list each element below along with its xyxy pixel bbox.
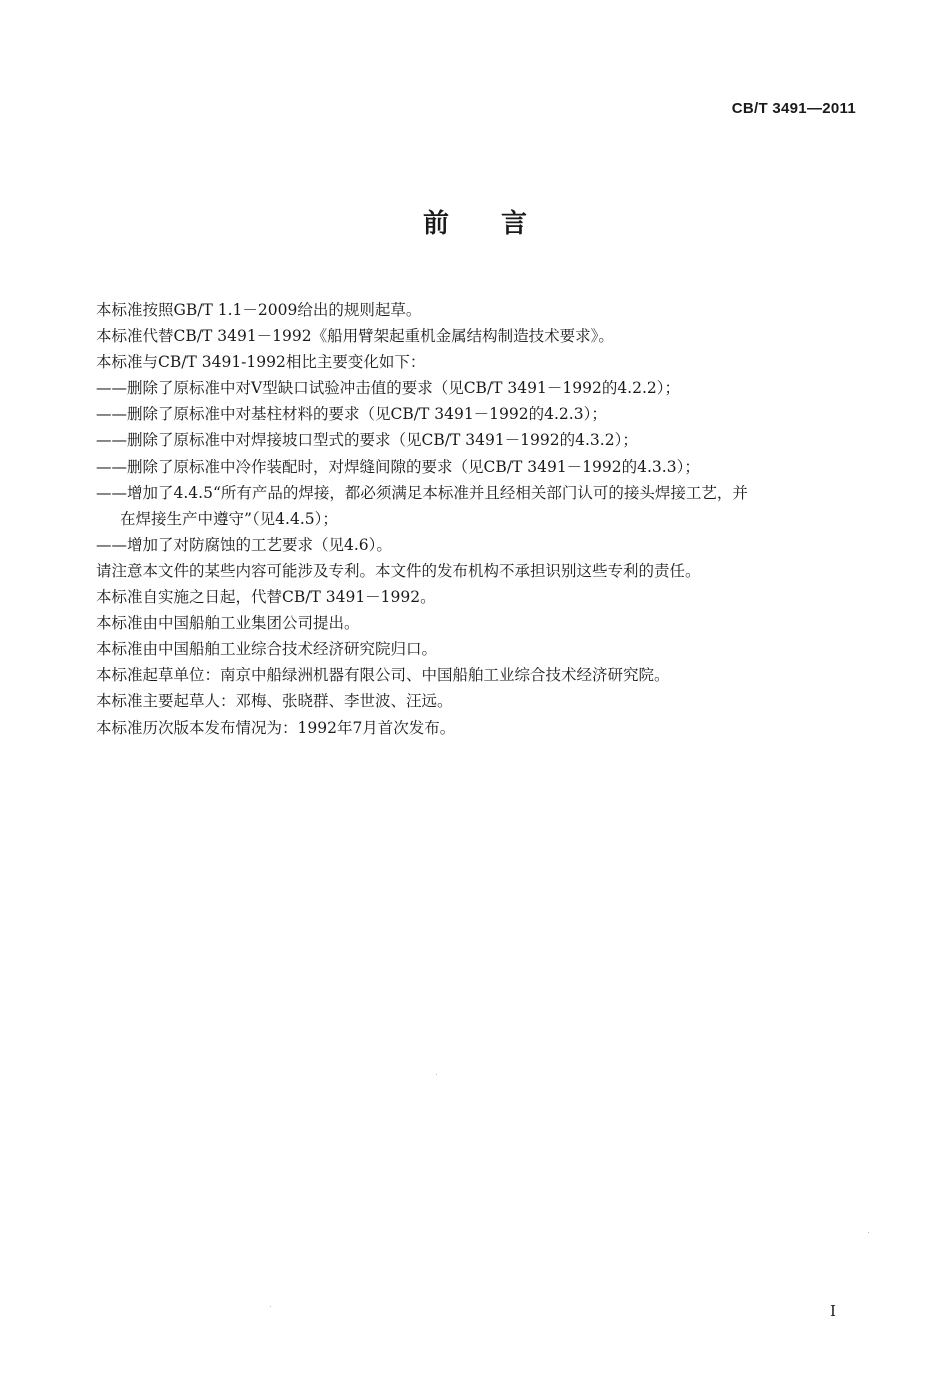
change-item: ——删除了原标准中对基柱材料的要求（见CB/T 3491－1992的4.2.3）； xyxy=(96,405,607,424)
paragraph-drafting-units: 本标准起草单位：南京中船绿洲机器有限公司、中国船舶工业综合技术经济研究院。 xyxy=(96,666,670,685)
paragraph-managed-by: 本标准由中国船舶工业综合技术经济研究院归口。 xyxy=(96,640,438,659)
page-title: 前言 xyxy=(422,209,579,239)
paragraph-drafting-rules: 本标准按照GB/T 1.1－2009给出的规则起草。 xyxy=(96,301,422,319)
change-item-continuation: 在焊接生产中遵守”（见4.4.5）； xyxy=(120,509,338,528)
paragraph-edition-history: 本标准历次版本发布情况为：1992年7月首次发布。 xyxy=(96,718,456,737)
paragraph-effective: 本标准自实施之日起，代替CB/T 3491－1992。 xyxy=(96,588,436,607)
paragraph-drafters: 本标准主要起草人：邓梅、张晓群、李世波、汪远。 xyxy=(96,692,453,711)
change-item: ——删除了原标准中对焊接坡口型式的要求（见CB/T 3491－1992的4.3.2）； xyxy=(96,431,638,450)
page-number: I xyxy=(830,1302,836,1320)
paragraph-changes-intro: 本标准与CB/T 3491-1992相比主要变化如下： xyxy=(96,353,426,372)
foreword-body xyxy=(96,297,866,741)
change-item: ——删除了原标准中对V型缺口试验冲击值的要求（见CB/T 3491－1992的4.2.2）； xyxy=(96,379,681,398)
paragraph-proposed-by: 本标准由中国船舶工业集团公司提出。 xyxy=(96,614,360,633)
scan-speck xyxy=(436,1074,437,1075)
change-item: ——增加了对防腐蚀的工艺要求（见4.6）。 xyxy=(96,535,392,554)
scan-speck xyxy=(868,1232,869,1233)
change-item: ——增加了4.4.5“所有产品的焊接，都必须满足本标准并且经相关部门认可的接头焊接工艺，并 xyxy=(96,483,748,502)
change-item: ——删除了原标准中冷作装配时，对焊缝间隙的要求（见CB/T 3491－1992的4.3.3）； xyxy=(96,457,700,476)
scan-speck xyxy=(270,1306,271,1307)
paragraph-patent-notice: 请注意本文件的某些内容可能涉及专利。本文件的发布机构不承担识别这些专利的责任。 xyxy=(96,561,701,580)
paragraph-replaces: 本标准代替CB/T 3491－1992《船用臂架起重机金属结构制造技术要求》。 xyxy=(96,327,614,346)
standard-code: CB/T 3491—2011 xyxy=(731,100,856,117)
